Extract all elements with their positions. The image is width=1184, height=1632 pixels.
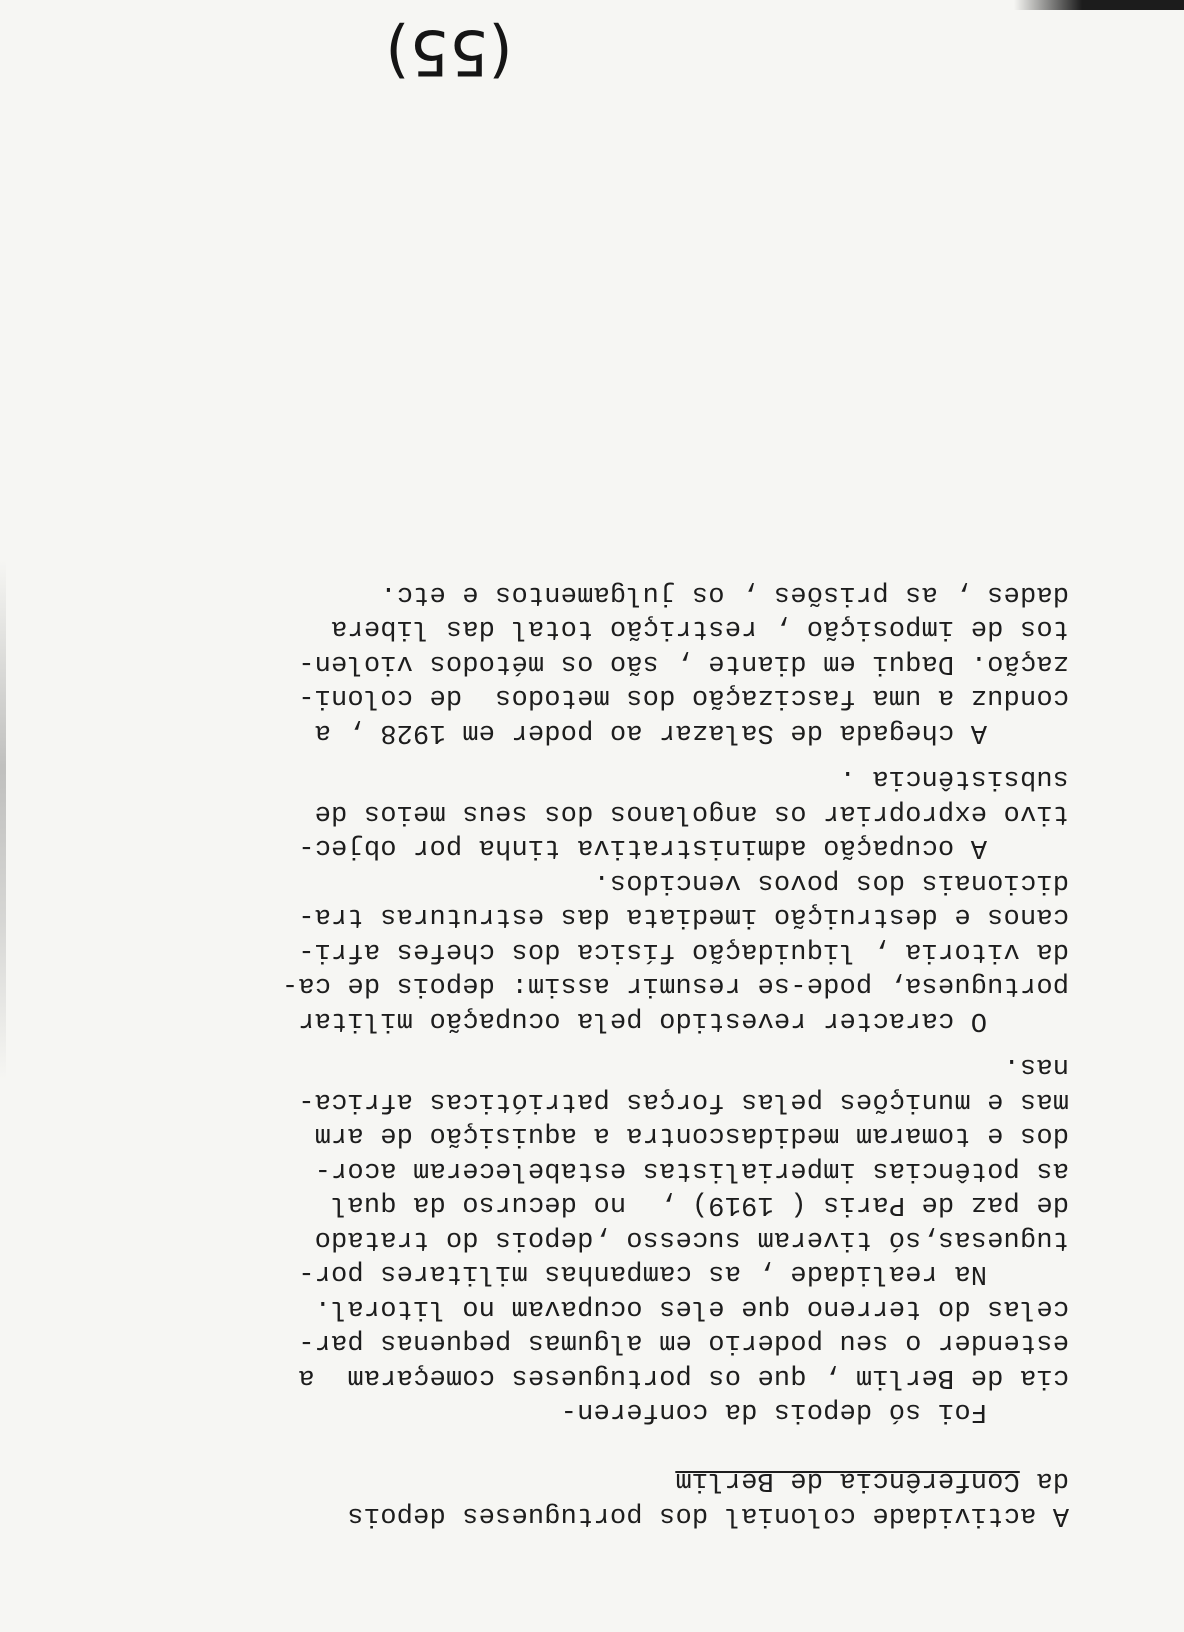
paragraph-1 [109,1291,1069,1429]
text-line: de paz de Paris ( 1919) , no decurso da qual [330,1189,1069,1220]
heading-underlined-title: Conferência de Berlim [675,1465,1020,1496]
heading-line-1: A actividade colonial dos portugueses depois [347,1500,1069,1530]
text-line: tuguesas,só tiveram sucesso ,depois do tratado [314,1224,1069,1254]
spacer [109,1037,1069,1049]
text-line: nas. [1003,1051,1069,1082]
text-line: as potências imperialistas estabeleceram acor- [314,1155,1069,1185]
text-line: Na realidade , as campanhas militares por- [298,1258,1069,1289]
handwritten-page-number: (55) [385,16,513,89]
heading-prefix: da [1019,1465,1069,1496]
text-line: zação. Daqui em diante , são os métodos violen- [298,648,1069,678]
text-line: da vitoria , liquidação física dos chefes afri- [298,936,1069,966]
text-line: conduz a uma fascização dos metodos de coloni- [298,682,1069,713]
text-line: dades , as prisões , os julgamentos e etc. [380,579,1069,609]
heading-line-2 [109,1463,1069,1498]
paragraph-3 [109,865,1069,1038]
text-line: cia de Berlim , que os portugueses começaram a [298,1362,1069,1392]
text-line: celas do terreno que eles ocupavam no litoral. [314,1293,1069,1323]
text-line: portuguesa, pode-se resumir assim: depois de ca- [281,970,1069,1001]
text-line: Foi só depois da conferen- [560,1396,1069,1427]
spacer [109,1429,1069,1464]
text-line: estender o seu poderio em algumas pequenas par- [298,1327,1069,1358]
spacer [109,749,1069,761]
text-line: dicionais dos povos vencidos. [593,867,1069,897]
text-line: A ocupação administrativa tinha por objec- [298,832,1069,863]
typed-text-block [109,577,1069,1533]
paragraph-2 [109,1049,1069,1291]
paragraph-5 [109,577,1069,750]
text-line: canos e destruição imediata das estruturas tra- [298,901,1069,932]
text-line: mas e munições pelas forças patrióticas africa- [298,1086,1069,1116]
text-line: tivo expropriar os angolanos dos seus meios de [314,798,1069,828]
text-line: tos de imposição , restrição total das libera [330,613,1069,644]
text-line: dos e tomaram medidascontra a aquisição de arm [314,1120,1069,1151]
text-line: subsistência . [839,763,1069,794]
text-line: A chegada de Salazar ao poder em 1928 , a [314,717,1069,747]
paragraph-4 [109,761,1069,865]
text-line: O caracter revestido pela ocupação militar [298,1005,1069,1035]
